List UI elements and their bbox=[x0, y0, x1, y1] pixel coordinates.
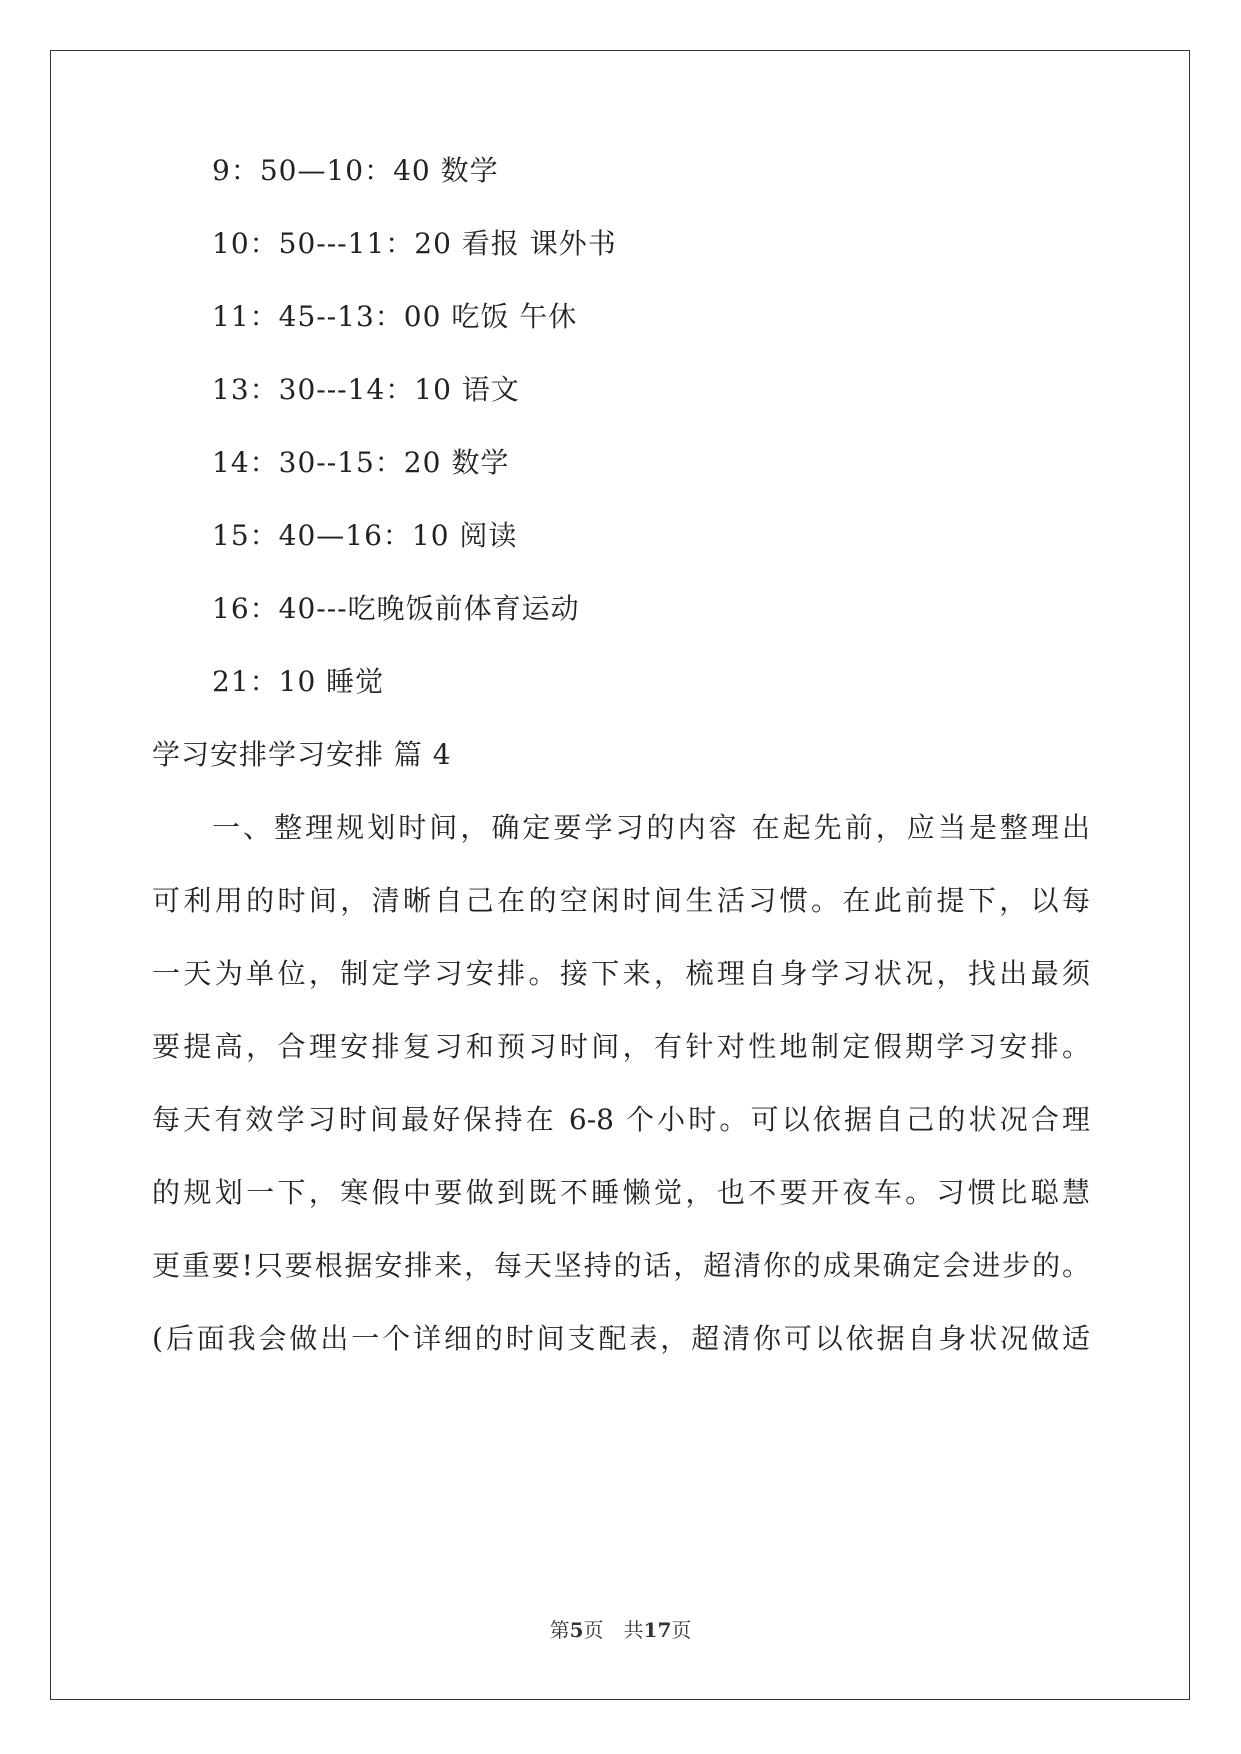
footer-middle: 页 共 bbox=[583, 1618, 644, 1642]
paragraph-line-3: 一天为单位，制定学习安排。接下来，梳理自身学习状况，找出最须 bbox=[152, 957, 1090, 990]
schedule-item-6: 15：40—16：10 阅读 bbox=[212, 519, 518, 552]
schedule-item-3: 11：45--13：00 吃饭 午休 bbox=[212, 300, 578, 333]
section-heading: 学习安排学习安排 篇 4 bbox=[152, 738, 452, 771]
schedule-item-2: 10：50---11：20 看报 课外书 bbox=[212, 227, 617, 260]
schedule-item-7: 16：40---吃晚饭前体育运动 bbox=[212, 592, 580, 625]
paragraph-line-8: (后面我会做出一个详细的时间支配表，超清你可以依据自身状况做适 bbox=[152, 1322, 1090, 1355]
paragraph-line-2: 可利用的时间，清晰自己在的空闲时间生活习惯。在此前提下，以每 bbox=[152, 884, 1090, 917]
footer-page-number: 5 bbox=[569, 1618, 584, 1642]
page-border bbox=[50, 50, 1190, 1700]
paragraph-line-1: 一、整理规划时间，确定要学习的内容 在起先前，应当是整理出 bbox=[212, 811, 1090, 844]
schedule-item-4: 13：30---14：10 语文 bbox=[212, 373, 520, 406]
paragraph-line-7: 更重要!只要根据安排来，每天坚持的话，超清你的成果确定会进步的。 bbox=[152, 1249, 1090, 1282]
footer-prefix: 第 bbox=[549, 1618, 570, 1642]
schedule-item-8: 21：10 睡觉 bbox=[212, 665, 385, 698]
paragraph-line-4: 要提高，合理安排复习和预习时间，有针对性地制定假期学习安排。 bbox=[152, 1030, 1090, 1063]
schedule-item-1: 9：50—10：40 数学 bbox=[212, 154, 499, 187]
footer-suffix: 页 bbox=[671, 1618, 692, 1642]
page-footer bbox=[0, 1618, 1241, 1642]
schedule-item-5: 14：30--15：20 数学 bbox=[212, 446, 510, 479]
footer-total-pages: 17 bbox=[643, 1618, 672, 1642]
paragraph-line-5: 每天有效学习时间最好保持在 6-8 个小时。可以依据自己的状况合理 bbox=[152, 1103, 1090, 1136]
paragraph-line-6: 的规划一下，寒假中要做到既不睡懒觉，也不要开夜车。习惯比聪慧 bbox=[152, 1176, 1090, 1209]
